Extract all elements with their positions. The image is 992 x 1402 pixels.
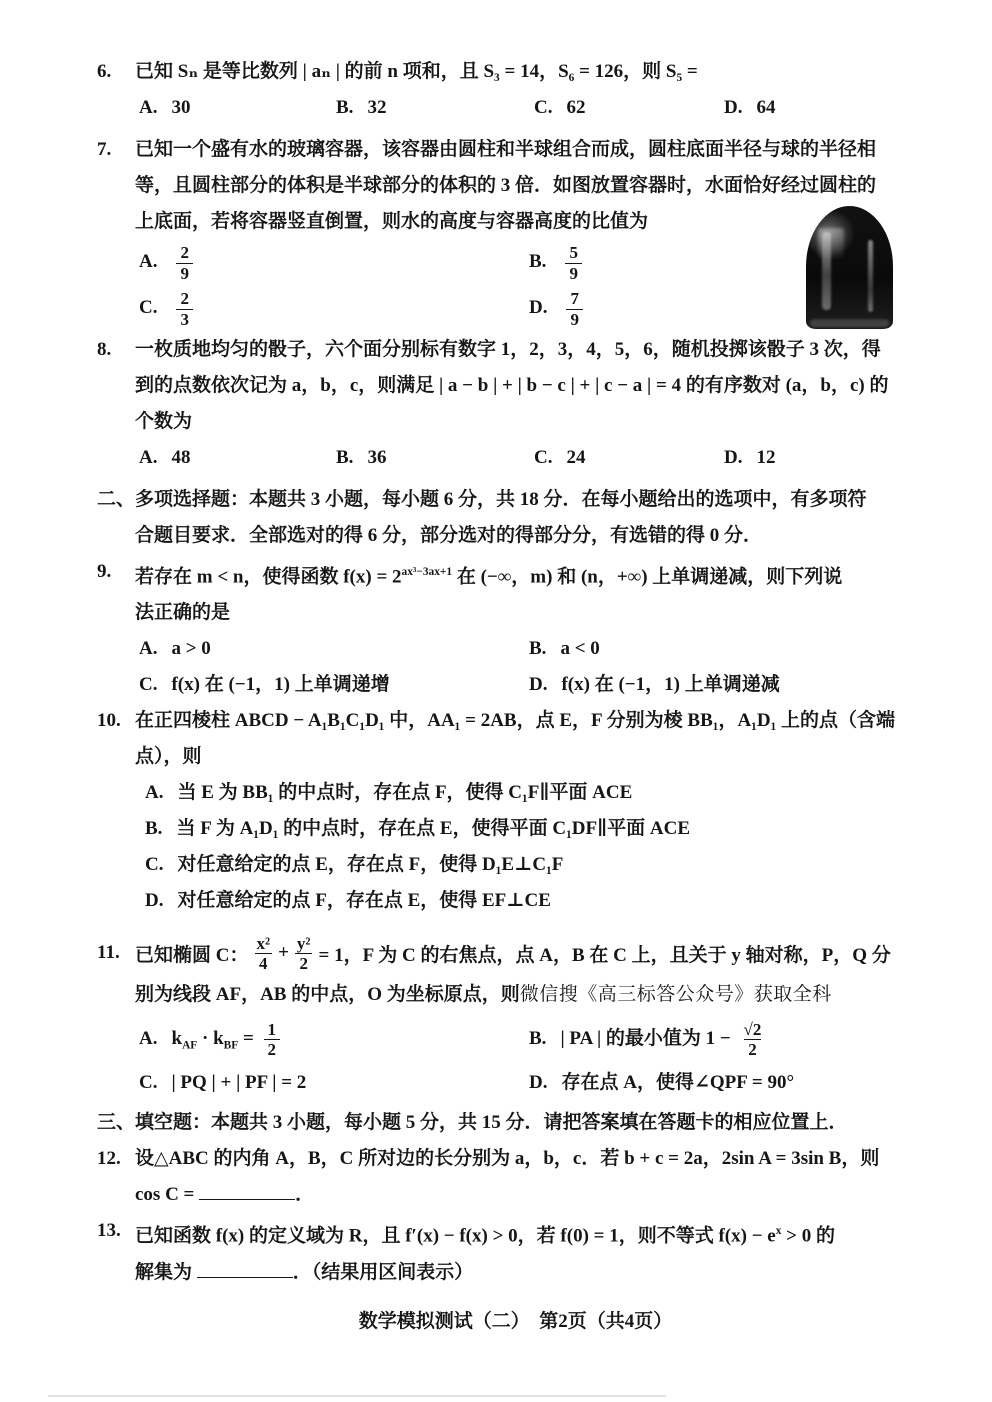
- fraction: $\frac{\text{y²}}{2}$: [296, 933, 311, 973]
- question-7-line3: 上底面，若将容器竖直倒置，则水的高度与容器高度的比值为: [135, 211, 649, 232]
- question-10-line1: 在正四棱柱 ABCD − A₁B₁C₁D₁ 中，AA₁ = 2AB，点 E，F 分别为棱 BB₁，A₁D₁ 上的点（含端: [135, 710, 896, 732]
- option-c-label: C.: [145, 854, 164, 876]
- option-b-label: B.: [529, 638, 547, 660]
- option-b: [529, 631, 934, 667]
- option-b-text: 当 F 为 A₁D₁ 的中点时，存在点 E，使得平面 C₁DF∥平面 ACE: [176, 818, 691, 840]
- option-c: [139, 667, 529, 703]
- section-2-line1: 二、多项选择题：本题共 3 小题，每小题 6 分，共 18 分．在每小题给出的选项中，有多项符: [97, 489, 867, 510]
- question-7-number: 7.: [97, 139, 112, 160]
- option-c-label: C.: [139, 1072, 158, 1094]
- option-a: [139, 440, 336, 476]
- option-a-text: a > 0: [171, 638, 211, 660]
- option-a-text: 当 E 为 BB₁ 的中点时，存在点 F，使得 C₁F∥平面 ACE: [177, 782, 633, 804]
- option-c-text: 24: [566, 447, 586, 468]
- question-10: [97, 703, 934, 919]
- option-c: [139, 1065, 529, 1101]
- option-a: [139, 631, 529, 667]
- option-c-text: 对任意给定的点 E，存在点 F，使得 D₁E⊥C₁F: [177, 854, 564, 876]
- question-9-line1: 若存在 m < n，使得函数 $f(x) = 2^{ax^3-3ax+1}$ 在 (−∞，m) 和 (n，+∞) 上单调递减，则下列说: [135, 566, 843, 588]
- option-c: [139, 289, 529, 328]
- option-d-label: D.: [724, 97, 743, 118]
- question-7-line1: 已知一个盛有水的玻璃容器，该容器由圆柱和半球组合而成，圆柱底面半径与球的半径相: [135, 139, 877, 160]
- question-11-line2: 别为线段 AF，AB 的中点，O 为坐标原点，则微信搜《高三标答公众号》获取全科: [135, 984, 832, 1006]
- fraction: $\frac{7}{9}$: [566, 289, 583, 328]
- option-a-label: A.: [139, 638, 158, 660]
- option-a-label: A.: [139, 251, 158, 273]
- question-8-line3: 个数为: [135, 411, 193, 432]
- option-b-label: B.: [336, 447, 354, 468]
- option-c-label: C.: [534, 447, 553, 468]
- question-8-line2: 到的点数依次记为 a，b，c，则满足 | a − b | + | b − c | + | c − a | = 4 的有序数对 (a，b，c) 的: [135, 375, 889, 396]
- option-d: [529, 1065, 934, 1101]
- fraction: $\frac{2}{9}$: [176, 243, 193, 282]
- question-10-line2: 点），则: [135, 746, 202, 768]
- option-c-label: C.: [139, 674, 158, 696]
- option-d: [135, 883, 934, 919]
- option-a: [139, 90, 336, 126]
- option-b-label: B.: [145, 818, 163, 840]
- question-10-number: 10.: [97, 710, 121, 732]
- option-d: [724, 440, 934, 476]
- exponent: ax³−3ax+1: [401, 566, 453, 578]
- option-a-label: A.: [139, 447, 158, 468]
- question-8: [97, 332, 934, 476]
- option-a-text: 30: [171, 97, 191, 118]
- option-d-label: D.: [145, 890, 164, 912]
- option-b-label: B.: [529, 1027, 547, 1049]
- question-6: [97, 54, 934, 126]
- fraction: $\frac{1}{2}$: [264, 1020, 281, 1059]
- option-c-text: 62: [566, 97, 586, 118]
- option-a-text: 48: [171, 447, 191, 468]
- question-11: [97, 929, 934, 1101]
- option-c-label: C.: [534, 97, 553, 118]
- question-7-line2: 等，且圆柱部分的体积是半球部分的体积的 3 倍．如图放置容器时，水面恰好经过圆柱的: [135, 175, 877, 196]
- bottle-base-highlight: [810, 319, 889, 327]
- section-3-header: 三、填空题：本题共 3 小题，每小题 5 分，共 15 分．请把答案填在答题卡的相应位置上．: [97, 1112, 848, 1134]
- question-12-number: 12.: [97, 1148, 121, 1170]
- question-12-line2: cos C = ．: [135, 1177, 934, 1213]
- section-2-header: [97, 482, 934, 554]
- option-c: [135, 847, 934, 883]
- option-b-label: B.: [336, 97, 354, 118]
- reflection-streak-right: [868, 240, 873, 312]
- option-a-label: A.: [139, 1027, 158, 1049]
- fraction: $\frac{√2}{2}$: [743, 1019, 762, 1059]
- option-b: [336, 440, 534, 476]
- question-11-options-row1: [135, 1013, 934, 1065]
- question-9-options-row2: [135, 667, 934, 703]
- option-a-label: A.: [139, 97, 158, 118]
- question-11-options-row2: [135, 1065, 934, 1101]
- option-d-label: D.: [529, 674, 548, 696]
- question-8-options: [135, 440, 934, 476]
- exponent: x: [775, 1225, 782, 1238]
- option-a-label: A.: [145, 782, 164, 804]
- answer-blank: [199, 1180, 295, 1200]
- option-d: [529, 667, 934, 703]
- question-13: [97, 1213, 934, 1290]
- option-d-label: D.: [529, 297, 548, 319]
- option-c-text: | PQ | + | PF | = 2: [171, 1072, 307, 1094]
- fraction: $\frac{\text{x²}}{4}$: [256, 933, 271, 973]
- question-6-number: 6.: [97, 61, 112, 82]
- option-b: [336, 90, 534, 126]
- question-11-line1: 已知椭圆 C： $\frac{\text{x²}}{4}$ + $\frac{\text{y²}}{2}$ = 1，F 为 C 的右焦点，点 A，B 在 C 上，且关于 y 轴对称，P，Q 分: [135, 933, 891, 973]
- reflection-streak-left: [822, 232, 831, 310]
- question-9-options-row1: [135, 631, 934, 667]
- option-b: B. | PA | 的最小值为 1 − $\frac{√2}{2}$: [529, 1020, 934, 1059]
- option-d-label: D.: [529, 1072, 548, 1094]
- option-a: A. $k_{AF} \cdot k_{BF}$ = $\frac{1}{2}$: [139, 1020, 529, 1059]
- option-b-label: B.: [529, 251, 547, 273]
- section-2-line2: 合题目要求．全部选对的得 6 分，部分选对的得部分分，有选错的得 0 分．: [135, 525, 763, 546]
- option-b-text: 32: [367, 97, 387, 118]
- option-d-text: 对任意给定的点 F，存在点 E，使得 EF⊥CE: [177, 890, 551, 912]
- scan-artifact-line: [48, 1395, 666, 1397]
- option-d-text: f(x) 在 (−1，1) 上单调递减: [561, 674, 780, 696]
- question-9-line2: 法正确的是: [135, 602, 231, 624]
- watermark-text: 微信搜《高三标答公众号》获取全科: [519, 984, 832, 1006]
- question-8-line1: 一枚质地均匀的骰子，六个面分别标有数字 1，2，3，4，5，6，随机投掷该骰子 3 次，得: [135, 339, 881, 360]
- question-6-options: [135, 90, 934, 126]
- answer-blank: [197, 1258, 293, 1278]
- question-13-line2: 解集为 ．（结果用区间表示）: [135, 1255, 934, 1291]
- question-6-text: 已知 Sₙ 是等比数列 | aₙ | 的前 n 项和，且 S₃ = 14，S₆ = 126，则 S₅ =: [135, 61, 698, 82]
- option-d: [724, 90, 934, 126]
- option-d-label: D.: [724, 447, 743, 468]
- option-b: [135, 811, 934, 847]
- question-9-number: 9.: [97, 561, 112, 582]
- option-b-text: a < 0: [560, 638, 600, 660]
- question-8-number: 8.: [97, 339, 112, 360]
- question-12-line1: 设△ABC 的内角 A，B，C 所对边的长分别为 a，b，c．若 b + c = 2a，2sin A = 3sin B，则: [135, 1148, 880, 1170]
- option-d-text: 64: [756, 97, 776, 118]
- option-c: [534, 90, 724, 126]
- option-d-text: 存在点 A，使得∠QPF = 90°: [561, 1072, 795, 1094]
- option-c: [534, 440, 724, 476]
- question-13-line1: 已知函数 f(x) 的定义域为 R，且 f′(x) − f(x) > 0，若 f(0) = 1，则不等式 $f(x) - e^x > 0$ 的: [135, 1225, 835, 1247]
- option-c-label: C.: [139, 297, 158, 319]
- fraction: $\frac{5}{9}$: [565, 243, 582, 282]
- option-c-text: f(x) 在 (−1，1) 上单调递增: [171, 674, 390, 696]
- page-footer: 数学模拟测试（二） 第2页（共4页）: [358, 1310, 673, 1332]
- question-9: [97, 554, 934, 703]
- question-11-number: 11.: [97, 942, 120, 964]
- option-a: [139, 243, 529, 282]
- question-13-number: 13.: [97, 1220, 121, 1242]
- container-figure-image: [806, 206, 893, 329]
- fraction: $\frac{2}{3}$: [176, 289, 193, 328]
- option-a: [135, 775, 934, 811]
- question-12: [97, 1141, 934, 1213]
- option-b-text: 36: [367, 447, 387, 468]
- option-d-text: 12: [756, 447, 776, 468]
